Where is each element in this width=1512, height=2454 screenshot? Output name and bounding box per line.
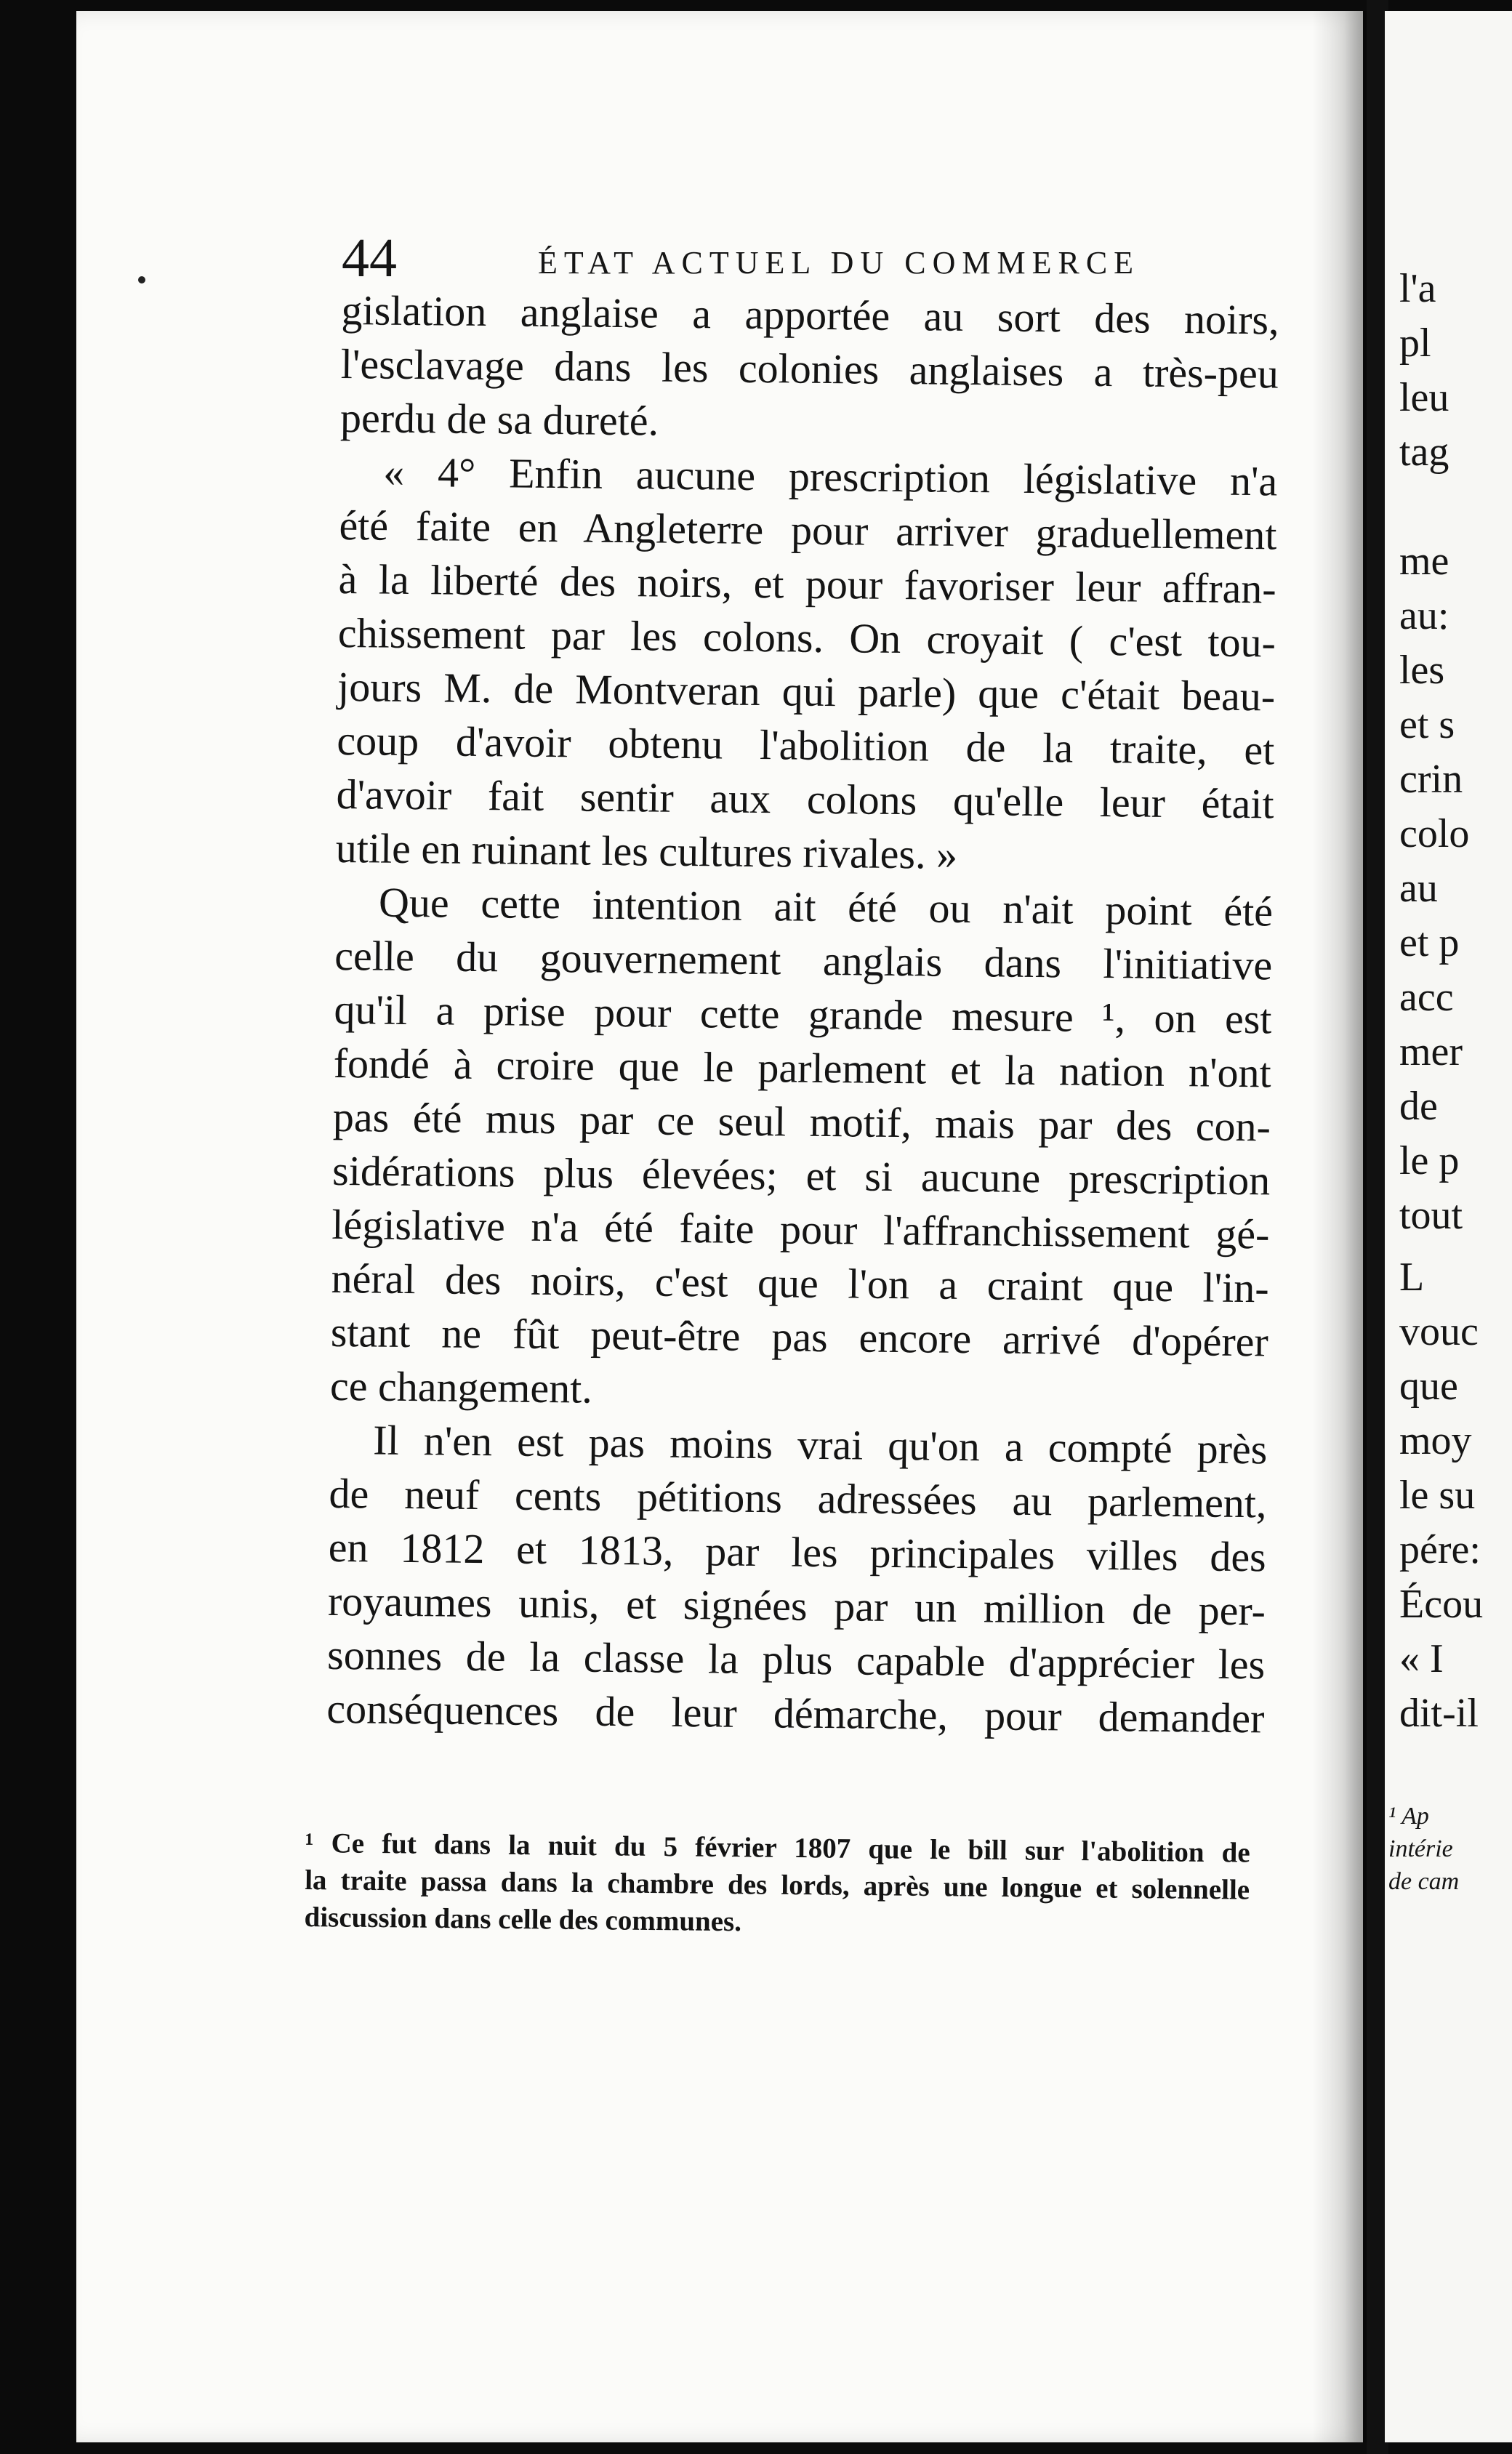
right-page-text-line: le su: [1399, 1473, 1476, 1518]
right-page-footnote-line: de cam: [1388, 1868, 1460, 1895]
paragraph-4: [326, 1413, 1268, 1745]
text-line: royaumes unis, et signées par un million de per-: [327, 1577, 1266, 1635]
right-page-text-line: au: [1399, 866, 1438, 911]
ink-speck: [138, 276, 145, 283]
paragraph-2: [335, 445, 1277, 885]
right-page-text-line: que: [1399, 1364, 1458, 1409]
text-line: de neuf cents pétitions adressées au parlement,: [329, 1469, 1267, 1527]
text-line: conséquences de leur démarche, pour demander: [326, 1684, 1265, 1742]
right-page-text-line: le p: [1399, 1138, 1460, 1183]
footnote: [304, 1825, 1250, 1946]
right-page-text-line: et s: [1399, 702, 1455, 747]
text-line: stant ne fût peut-être pas encore arrivé d'opérer: [330, 1308, 1269, 1366]
right-page-text-line: me: [1399, 539, 1449, 584]
right-page-text-line: mer: [1399, 1029, 1463, 1074]
text-line: utile en ruinant les cultures rivales. »: [335, 824, 958, 878]
right-page-text-line: pl: [1399, 321, 1431, 366]
footnote-line: la traite passa dans la chambre des lords, après une longue et solennelle: [304, 1864, 1250, 1906]
right-page-text-line: acc: [1399, 975, 1454, 1020]
right-page-footnote-line: ¹ Ap: [1388, 1803, 1429, 1830]
footnote-line: discussion dans celle des communes.: [304, 1901, 742, 1938]
right-page-text-line: L: [1399, 1255, 1425, 1300]
text-line: chissement par les colons. On croyait ( c'est tou-: [337, 608, 1276, 667]
text-line: sonnes de la classe la plus capable d'apprécier les: [326, 1630, 1266, 1689]
right-page-text-line: et p: [1399, 920, 1460, 965]
text-line: fondé à croire que le parlement et la nation n'ont: [333, 1039, 1272, 1097]
text-line: en 1812 et 1813, par les principales villes des: [328, 1523, 1267, 1581]
gutter-shadow: [1312, 11, 1370, 2442]
text-line: d'avoir fait sentir aux colons qu'elle leur était: [336, 770, 1274, 828]
right-page-fragment: [1385, 11, 1512, 2442]
paragraph-3: [330, 875, 1274, 1423]
paragraph-1: [340, 283, 1279, 454]
right-page-text-line: l'a: [1399, 266, 1436, 311]
right-page-text-line: colo: [1399, 811, 1470, 856]
right-page-footnote-line: intérie: [1388, 1835, 1453, 1862]
text-line: perdu de sa dureté.: [339, 393, 659, 445]
text-line: Il n'en est pas moins vrai qu'on a compté près: [373, 1416, 1268, 1473]
right-page-text-line: au:: [1399, 593, 1449, 638]
running-title: ÉTAT ACTUEL DU COMMERCE: [538, 245, 1141, 281]
text-line: coup d'avoir obtenu l'abolition de la traite, et: [337, 716, 1275, 774]
text-line: qu'il a prise pour cette grande mesure ¹, on est: [334, 985, 1272, 1043]
text-line: pas été mus par ce seul motif, mais par des con-: [332, 1093, 1271, 1151]
right-page-text-line: leu: [1399, 375, 1449, 420]
right-page-text-line: de: [1399, 1084, 1438, 1129]
right-page-text-line: tag: [1399, 430, 1449, 475]
right-page-text-line: « I: [1399, 1636, 1444, 1681]
text-line: ce changement.: [329, 1361, 593, 1412]
text-line: Que cette intention ait été ou n'ait point été: [378, 878, 1274, 936]
right-page-text-line: pére:: [1399, 1527, 1481, 1572]
right-page-text-line: Écou: [1399, 1582, 1484, 1627]
right-page-text-line: vouc: [1399, 1309, 1479, 1354]
text-line: gislation anglaise a apportée au sort des noirs,: [341, 286, 1279, 344]
footnote-line: ¹ Ce fut dans la nuit du 5 février 1807 que le bill sur l'abolition de: [305, 1827, 1250, 1869]
text-line: « 4° Enfin aucune prescription législative n'a: [382, 448, 1278, 505]
body-text: [326, 283, 1279, 1745]
text-line: jours M. de Montveran qui parle) que c'était beau-: [337, 662, 1276, 720]
text-line: été faite en Angleterre pour arriver graduellement: [339, 501, 1277, 559]
text-line: l'esclavage dans les colonies anglaises a très-peu: [340, 339, 1279, 398]
right-page-text-line: tout: [1399, 1193, 1463, 1238]
right-page-text-line: dit-il: [1399, 1691, 1479, 1736]
page-number: 44: [342, 228, 397, 289]
right-page-text-line: moy: [1399, 1418, 1472, 1463]
text-line: à la liberté des noirs, et pour favoriser leur affran-: [338, 555, 1277, 613]
text-line: législative n'a été faite pour l'affranchissement gé-: [331, 1200, 1270, 1258]
text-line: néral des noirs, c'est que l'on a craint que l'in-: [331, 1254, 1269, 1312]
text-line: celle du gouvernement anglais dans l'initiative: [334, 931, 1273, 989]
right-page-text-line: les: [1399, 648, 1445, 693]
text-line: sidérations plus élevées; et si aucune prescription: [331, 1146, 1271, 1204]
right-page-text-line: crin: [1399, 757, 1463, 802]
